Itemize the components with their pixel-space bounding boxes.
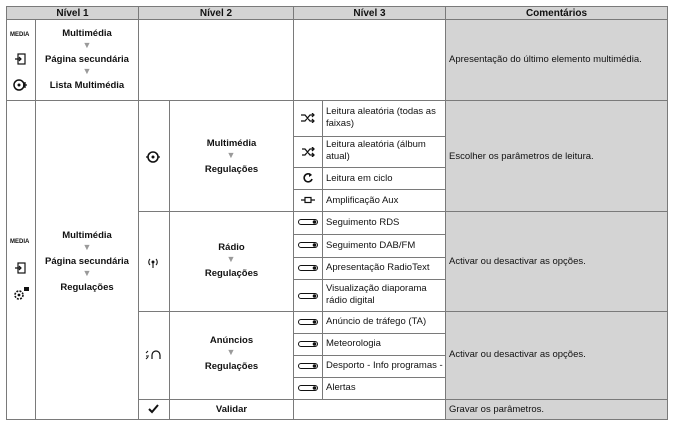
arrow-down-icon: ▼	[82, 40, 92, 50]
g3-item-2: Meteorologia	[326, 338, 381, 349]
s1-level2-cell	[138, 19, 294, 101]
validate-label: Validar	[215, 404, 248, 415]
g2-item-1: Seguimento RDS	[326, 217, 400, 228]
g2-level2-item-2: Regulações	[204, 268, 259, 279]
settings-icon	[11, 285, 31, 303]
shuffle-all-icon	[296, 112, 320, 124]
toggle-icon[interactable]	[297, 383, 319, 393]
check-icon[interactable]	[146, 403, 160, 415]
svg-text:MEDIA: MEDIA	[10, 32, 30, 37]
g2-comment: Activar ou desactivar as opções.	[449, 256, 586, 267]
header-level1: Nível 1	[6, 6, 139, 20]
toggle-icon[interactable]	[297, 317, 319, 327]
g1-item-3: Leitura em ciclo	[326, 173, 393, 184]
s1-comment: Apresentação do último elemento multimédia.	[449, 54, 642, 65]
disc-icon	[145, 150, 161, 164]
header-level2: Nível 2	[138, 6, 294, 20]
repeat-icon	[296, 172, 320, 184]
announce-icon	[144, 348, 162, 362]
enter-icon	[12, 52, 28, 66]
s1-level1-item-1: Multimédia	[62, 28, 112, 39]
s2-level1-item-3: Regulações	[60, 282, 114, 293]
toggle-icon[interactable]	[297, 240, 319, 250]
toggle-icon[interactable]	[297, 361, 319, 371]
header-level3: Nível 3	[293, 6, 446, 20]
g1-level2-item-2: Regulações	[204, 164, 259, 175]
s1-level1-item-3: Lista Multimédia	[49, 80, 125, 91]
s2-level1-item-2: Página secundária	[45, 256, 129, 267]
g1-comment: Escolher os parâmetros de leitura.	[449, 151, 594, 162]
media-icon	[10, 235, 32, 245]
media-icon	[10, 28, 32, 38]
g3-level2-item-2: Regulações	[204, 361, 259, 372]
g3-item-4: Alertas	[326, 382, 356, 393]
svg-text:MEDIA: MEDIA	[10, 239, 30, 244]
g1-item-1: Leitura aleatória (todas as faixas)	[326, 106, 436, 129]
enter-icon	[12, 261, 28, 275]
g2-item-2: Seguimento DAB/FM	[326, 240, 416, 251]
g3-level2-item-1: Anúncios	[209, 335, 254, 346]
validate-level3-cell	[293, 399, 446, 420]
g2-item-4: Visualização diaporama rádio digital	[326, 283, 427, 306]
arrow-down-icon: ▼	[82, 268, 92, 278]
aux-icon	[296, 194, 320, 206]
s1-level1-item-2: Página secundária	[45, 54, 129, 65]
validate-comment: Gravar os parâmetros.	[449, 404, 545, 415]
g1-level2-item-1: Multimédia	[206, 138, 257, 149]
g2-item-3: Apresentação RadioText	[326, 262, 430, 273]
s2-level1-item-1: Multimédia	[62, 230, 112, 241]
arrow-down-icon: ▼	[226, 150, 236, 160]
arrow-down-icon: ▼	[226, 254, 236, 264]
g2-level2-item-1: Rádio	[218, 242, 245, 253]
g3-item-3: Desporto - Info programas -	[326, 360, 443, 371]
disc-list-icon	[11, 78, 29, 92]
g3-item-1: Anúncio de tráfego (TA)	[326, 316, 427, 327]
g1-item-2: Leitura aleatória (álbum atual)	[326, 139, 426, 162]
toggle-icon[interactable]	[297, 217, 319, 227]
s1-level3-cell	[293, 19, 446, 101]
arrow-down-icon: ▼	[82, 66, 92, 76]
s2-icon-cell	[6, 100, 36, 420]
toggle-icon[interactable]	[297, 339, 319, 349]
toggle-icon[interactable]	[297, 291, 319, 301]
g3-comment: Activar ou desactivar as opções.	[449, 349, 586, 360]
shuffle-album-icon	[296, 146, 320, 158]
arrow-down-icon: ▼	[82, 242, 92, 252]
toggle-icon[interactable]	[297, 263, 319, 273]
g1-item-4: Amplificação Aux	[326, 195, 399, 206]
arrow-down-icon: ▼	[226, 347, 236, 357]
header-comments: Comentários	[445, 6, 668, 20]
radio-icon	[146, 256, 160, 270]
